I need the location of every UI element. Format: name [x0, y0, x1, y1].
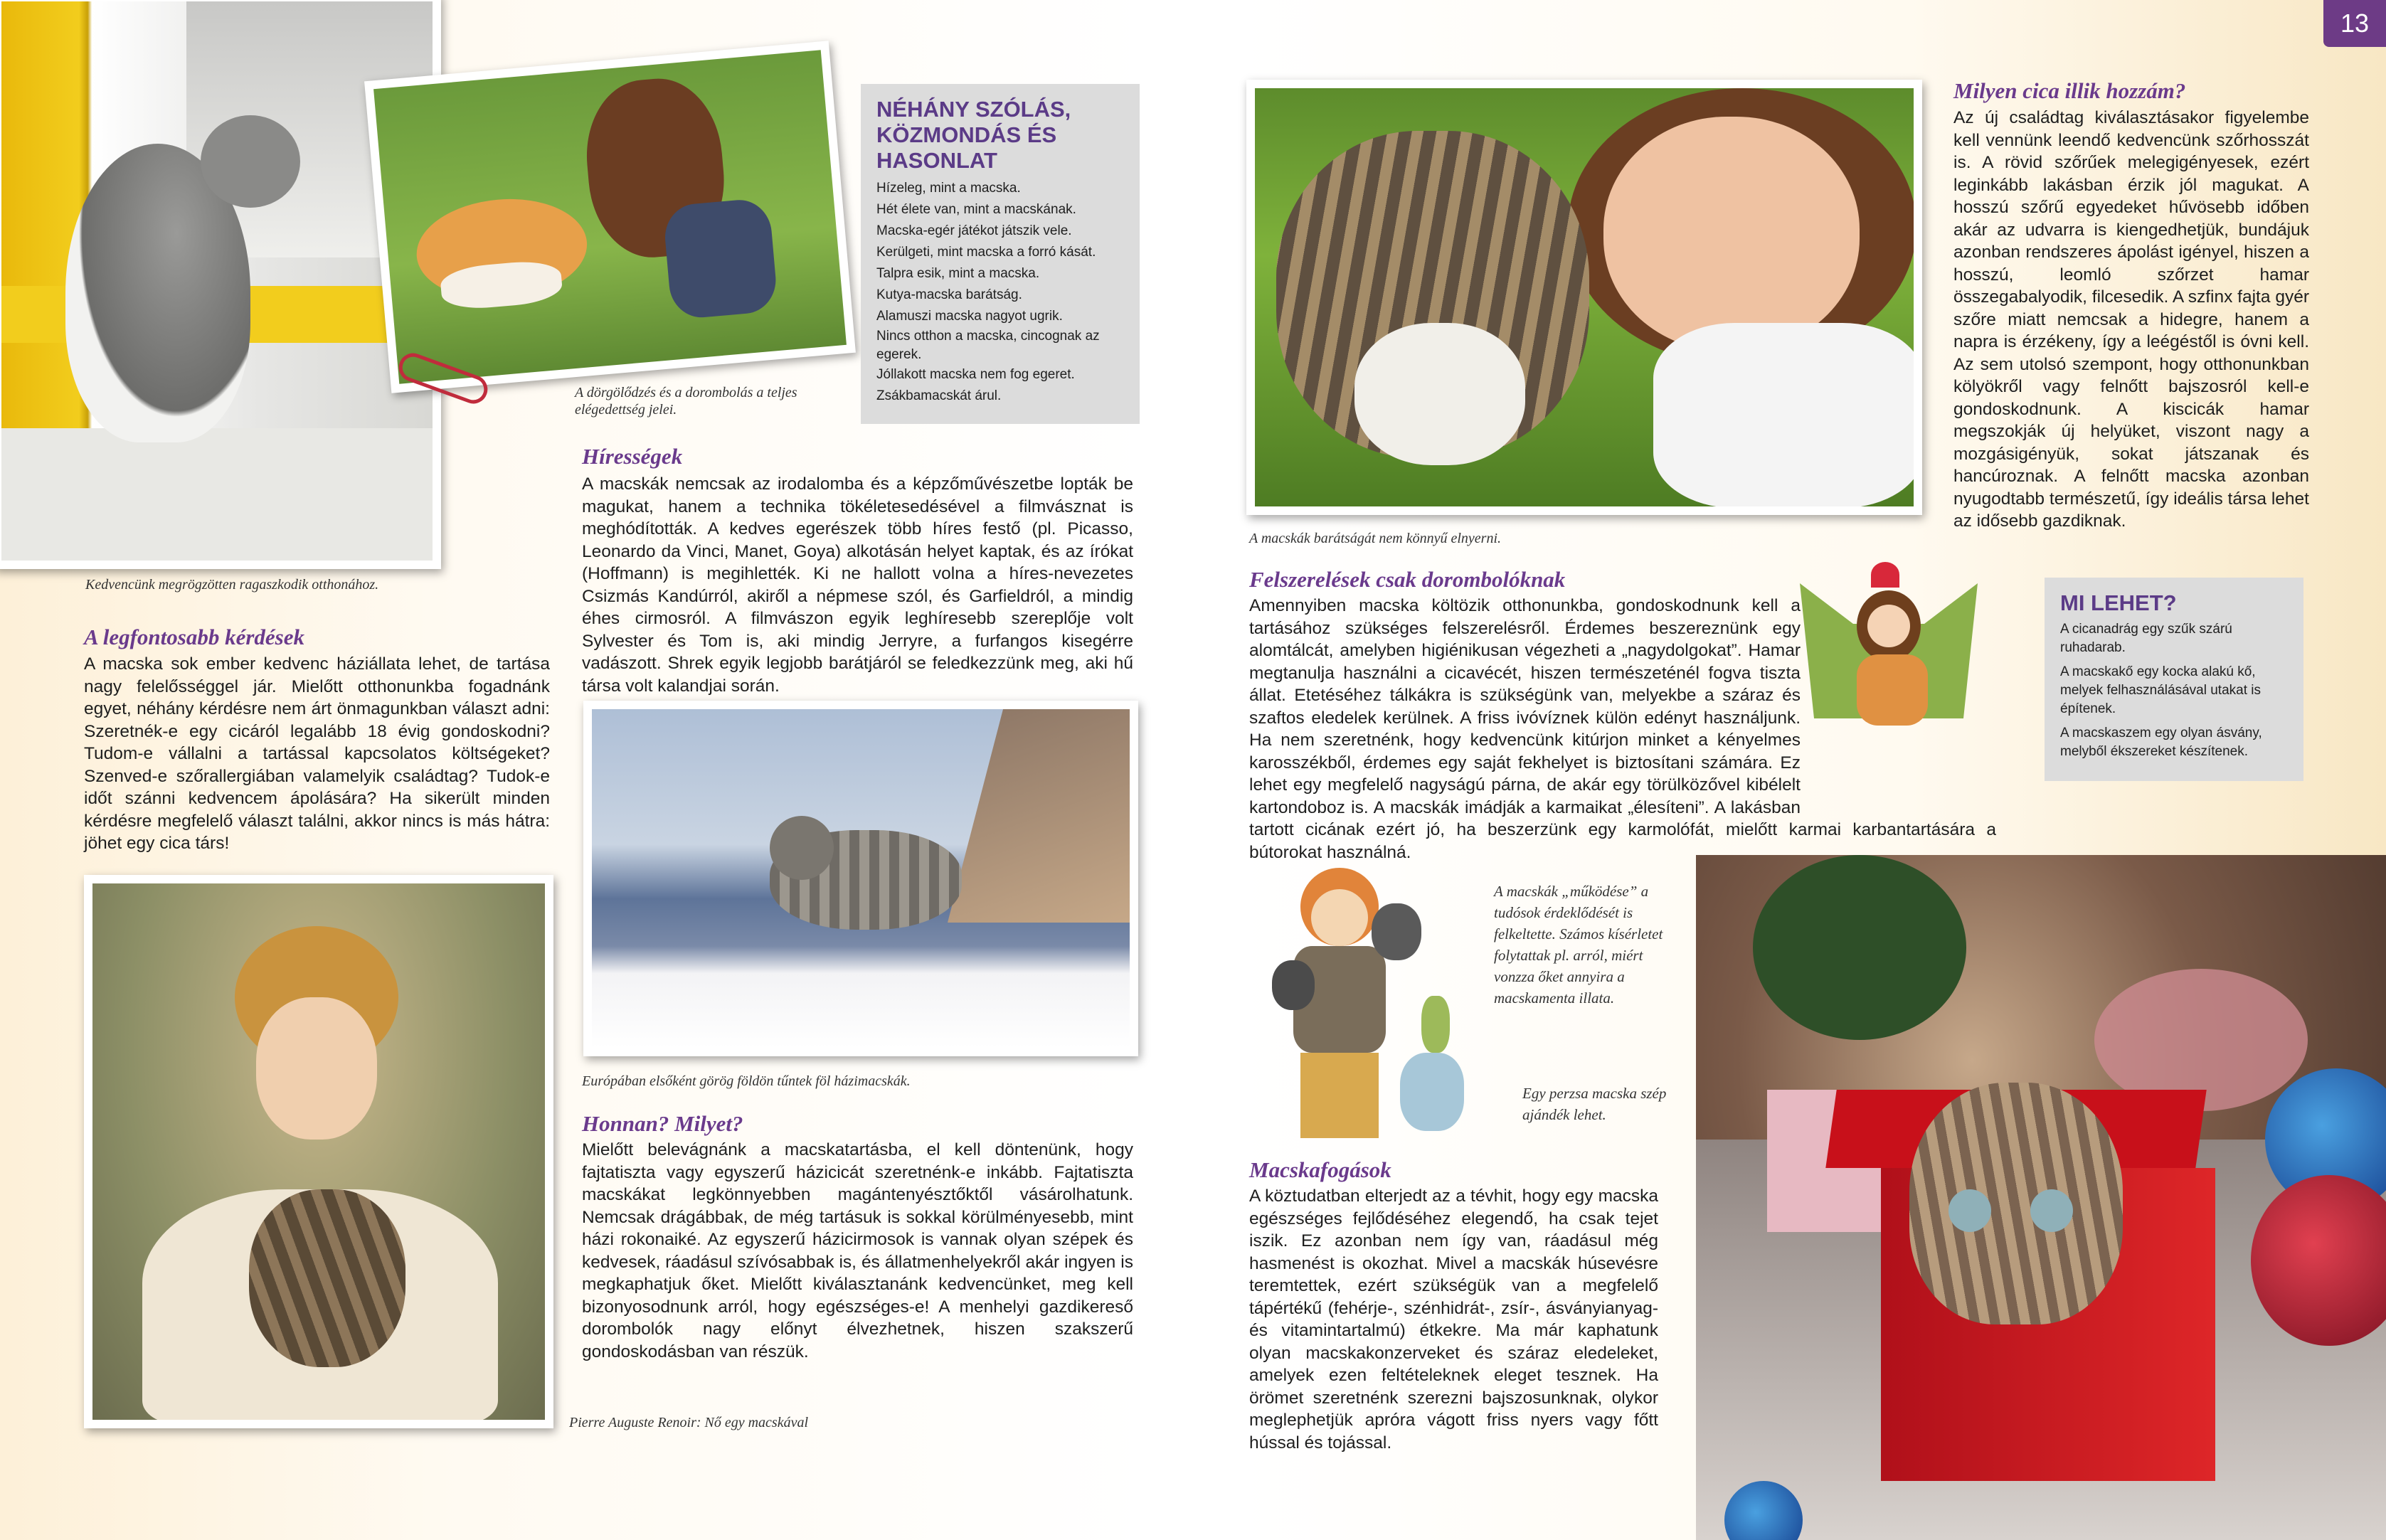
saying-item: Hét élete van, mint a macskának.	[876, 202, 1076, 217]
text-felszerelesek-content: Amennyiben macska költözik otthonunkba, gondoskodnunk kell a tartásához szükséges felszerelésről. Érdemes beszereznünk egy alomtálcát, amelyben higiénikusan végezheti a „nagydolgokat”. Hamar megtanulja használni a cicavécét, hiszen természeténél fogva tiszta állat. Etetéséhez tálkákra is szükségünk van, melyekbe a száraz és szaftos eledelek kerülnek. A friss ivóvíznek külön edényt használjunk. Ha nem szeretnénk, hogy kedvencünk kitúrjon minket a kényelmes karosszékből, érdemes egy saját fekhelyet is biztosítani számára. Ez lehet egy megfelelő nagyságú párna, de akár egy törülközővel kibélelt kartondoboz is. A macskák imádják a karmaikat „élesíteni”. A lakásban tartott cicának ezért jó, ha beszerzünk egy karmolófát, mielőtt karmai karbantartására a bútorokat használná.	[1249, 596, 1996, 862]
box-mi-lehet-title: MI LEHET?	[2060, 590, 2177, 615]
page-number: 13	[2323, 0, 2386, 47]
saying-item: Nincs otthon a macska, cincognak az egerek.	[876, 329, 1100, 362]
caption-girl-cat: A dörgölődzés és a dorombolás a teljes elégedettség jelei.	[575, 385, 797, 418]
photo-renoir-painting	[84, 875, 553, 1428]
heading-milyen-cica: Milyen cica illik hozzám?	[1953, 78, 2186, 103]
box-sayings	[861, 84, 1140, 424]
saying-item: Jóllakott macska nem fog egeret.	[876, 367, 1075, 382]
heading-hiressegek: Hírességek	[582, 444, 683, 469]
caption-renoir: Pierre Auguste Renoir: Nő egy macskával	[569, 1415, 809, 1430]
box-mi-lehet	[2045, 578, 2303, 781]
photo-girl-cat	[364, 41, 856, 393]
box-sayings-title: NÉHÁNY SZÓLÁS, KÖZMONDÁS ÉS HASONLAT	[876, 97, 1071, 173]
photo-girl-sleeping-cat	[1246, 80, 1922, 515]
saying-item: Zsákbamacskát árul.	[876, 388, 1002, 403]
caption-greece-cat: Európában elsőként görög földön tűntek föl házimacskák.	[582, 1073, 911, 1089]
text-honnan: Mielőtt belevágnánk a macskatartásba, el kell döntenünk, hogy fajtatiszta vagy egyszerű házicicát szeretnénk-e inkább. Fajtatiszta macskákat legkönnyebben magántenyésztőktől vásárolhatunk. Nemcsak drágábbak, de még tartásuk is sokkal körülményesebb, mint házi rokonaiké. Az egyszerű házicirmosok is vannak olyan szépek és kedvesek, ráadásul szívósabbak is, és állatmenhelyekről akár ingyen is megkaphatjuk őket. Mielőtt kiválasztanánk kedvencünket, meg kell bizonyosodnunk arról, hogy egészséges-e! A menhelyi gazdikereső dorombolók nagy előnyt élvezhetnek, hiszen szakszerű gondoskodásban van részük.	[582, 1140, 1133, 1361]
cartoon-scientist-icon	[1258, 861, 1478, 1145]
saying-item: Hízeleg, mint a macska.	[876, 181, 1021, 196]
saying-item: Talpra esik, mint a macska.	[876, 266, 1040, 281]
saying-item: Alamuszi macska nagyot ugrik.	[876, 309, 1063, 324]
text-hiressegek: A macskák nemcsak az irodalomba és a képzőművészetbe lopták be magukat, hanem a technika tökéletesedésével a filmvásznat is meghódították. A kedves egerészek több híres festő (pl. Picasso, Leonardo da Vinci, Manet, Goya) alkotásán helyet kaptak, és az írókat (Hoffmann) is megihlették. Ki ne hallott volna a híres-nevezetes Csizmás Kandúrról, akiről a népmese szól, és Garfieldról, a mindig éhes cirmosról. A filmvászon egyik leghíresebb szereplője volt Sylvester és Tom is, aki mindig Jerryre, a furfangos kisegérre vadászott. Shrek egyik legjobb barátjáról se feledkezzünk meg, aki hű társa volt kalandjai során.	[582, 474, 1133, 696]
text-legfontosabb: A macska sok ember kedvenc háziállata lehet, de tartása nagy felelősséggel jár. Mielőtt otthonunkba fogadnánk egyet, néhány kérdésre nem árt önmagunkban választ adni: Szeretnék-e egy cicáról legalább 18 évig gondoskodni? Tudom-e vállalni a tartással kapcsolatos költségeket? Szenved-e szőrallergiában valamelyik családtag? Tudok-e időt szánni kedvencem ápolására? Ha sikerült minden kérdésre megfelelő választ találni, akkor nincs is más hátra: jöhet egy cica társ!	[84, 654, 550, 853]
heading-felszerelesek: Felszerelések csak dorombolóknak	[1249, 567, 1566, 592]
caption-girl-sleeping-cat: A macskák barátságát nem könnyű elnyerni.	[1249, 531, 1501, 546]
saying-item: Kutya-macska barátság.	[876, 287, 1022, 302]
heading-macskafogasok: Macskafogások	[1249, 1157, 1391, 1182]
text-milyen-cica: Az új családtag kiválasztásakor figyelembe kell vennünk leendő kedvencünk szőrhosszát is. A rövid szőrűek melegigényesek, ezért leginkább lakásban érzik jól magukat. A hosszú szőrű egyedeket hűvösebb időben akár az udvarra is kiengedhetjük, bundájuk azonban rendszeres ápolást igényel, hiszen a hosszú, leomló szőrzet hamar összegabalyodik, filcesedik. A szfinx fajta gyér szőre miatt nemcsak a hidegre, hanem a napra is érzékeny, így a leégéstől is óvni kell. Az sem utolsó szempont, hogy otthonunkban kölyökről vagy felnőtt bajszosról kell-e gondoskodnunk. A kiscicák hamar megszokják új helyüket, viszont nagy a mozgásigényük, sokat játszanak és hancúroznak. A felnőtt macska azonban nyugodtabb természetű, így ideális társa lehet az idősebb gazdiknak.	[1953, 108, 2309, 531]
saying-item: Kerülgeti, mint macska a forró kását.	[876, 245, 1096, 260]
saying-item: Macska-egér játékot játszik vele.	[876, 223, 1072, 238]
cartoon-girl-icon	[1793, 562, 1985, 740]
mi-lehet-item: A cicanadrág egy szűk szárú ruhadarab.	[2060, 622, 2232, 655]
caption-window-cat: Kedvencünk megrögzötten ragaszkodik otthonához.	[85, 577, 379, 593]
heading-honnan: Honnan? Milyet?	[582, 1111, 743, 1136]
photo-kitten-gift-box	[1696, 855, 2386, 1540]
caption-cartoon-1: A macskák „működése” a tudósok érdeklődését is felkeltette. Számos kísérletet folytattak pl. arról, miért vonzza őket annyira a macskamenta illata.	[1494, 883, 1663, 1007]
text-macskafogasok: A köztudatban elterjedt az a tévhit, hogy egy macska egészséges fejlődéséhez elegendő, ha csak tejet iszik. Ez azonban nem így van, ráadásul még hasmenést is okozhat. Mivel a macskák húsevésre teremtettek, ezért szükségük van a megfelelő tápértékű (fehérje-, szénhidrát-, zsír-, ásványianyag- és vitamintartalmú) étkekre. Ma már kaphatunk olyan macskakonzerveket és száraz eledeleket, amelyek ezen feltételeknek eleget tesznek. Ha örömet szeretnénk szerezni bajszosunknak, olykor meglephetjük apróra vágott friss nyers vagy főtt hússal és tojással.	[1249, 1186, 1658, 1453]
heading-legfontosabb: A legfontosabb kérdések	[84, 625, 304, 649]
photo-greece-cat	[583, 701, 1138, 1056]
mi-lehet-item: A macskaszem egy olyan ásvány, melyből ékszereket készítenek.	[2060, 726, 2262, 759]
caption-cartoon-2: Egy perzsa macska szép ajándék lehet.	[1522, 1085, 1667, 1123]
mi-lehet-item: A macskakő egy kocka alakú kő, melyek felhasználásával utakat is építenek.	[2060, 664, 2261, 716]
